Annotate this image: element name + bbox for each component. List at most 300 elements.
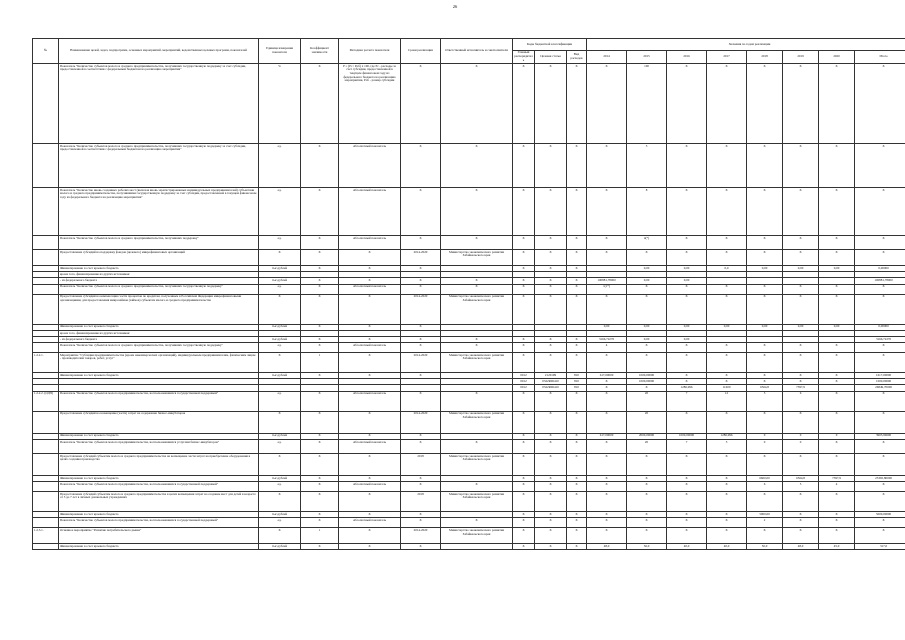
row-year-value: 36,0 <box>627 544 667 550</box>
row-year-value: X <box>783 63 819 143</box>
row-year-value: 20 <box>627 411 667 433</box>
row-resp: X <box>441 391 513 411</box>
row-year-value: 7397,9 <box>783 385 819 391</box>
row-year-value: 0,00 <box>783 324 819 330</box>
row-num <box>33 453 59 475</box>
row-code-admin: X <box>513 353 535 373</box>
row-total: X <box>855 343 905 353</box>
row-code-type: X <box>567 284 587 294</box>
row-code-type: X <box>567 411 587 433</box>
row-year-value: 5 <box>747 391 783 411</box>
header-unit: Единица измерения показателя <box>259 39 301 64</box>
row-name: - из федерального бюджета <box>59 336 259 342</box>
row-year-value: 4 <box>819 482 855 492</box>
table-header <box>33 39 905 64</box>
row-year-value: X <box>783 518 819 528</box>
row-resp: Министерство экономического развития Забайкальского края <box>441 353 513 373</box>
row-name: Предоставление субсидий на поддержку фондов (целевого) микрофинансовых организаций <box>59 249 259 265</box>
row-coef: X <box>301 278 339 284</box>
row-year-value: 100 <box>627 63 667 143</box>
row-year-value: 8 <box>627 187 667 235</box>
row-code-type: 810 <box>567 385 587 391</box>
row-code-type: X <box>567 475 587 481</box>
row-code-type: X <box>567 482 587 492</box>
row-exec: 2014-2020 <box>401 353 441 373</box>
row-method: Абсолютный показатель <box>339 187 401 235</box>
row-year-value: 7397,9 <box>819 475 855 481</box>
row-year-value: 0,00 <box>587 324 627 330</box>
row-num: 1.2.2.2. (ОДЧ) <box>33 391 59 411</box>
row-year-value: X <box>707 294 747 324</box>
table-row <box>33 439 905 453</box>
row-total: 0,00000 <box>855 324 905 330</box>
row-code-target: X <box>535 343 567 353</box>
row-year-value: X <box>587 294 627 324</box>
row-code-admin: X <box>513 249 535 265</box>
row-year-value: X <box>627 512 667 518</box>
row-resp: Министерство экономического развития Забайкальского края <box>441 528 513 544</box>
row-method: Абсолютный показатель <box>339 143 401 187</box>
row-year-value: 7 <box>667 439 707 453</box>
row-year-value: 0,00 <box>747 265 783 271</box>
row-code-admin: X <box>513 284 535 294</box>
row-year-value: X <box>747 379 783 385</box>
row-code-target: 0322R06410 <box>535 379 567 385</box>
row-year-value: X <box>819 284 855 294</box>
row-resp: X <box>441 63 513 143</box>
row-code-target: X <box>535 187 567 235</box>
row-year-value: 4 <box>587 343 627 353</box>
row-year-value: 5000,00 <box>747 512 783 518</box>
row-unit: X <box>259 294 301 324</box>
row-year-value: X <box>707 373 747 379</box>
row-code-target: X <box>535 439 567 453</box>
row-year-value: 2000,00000 <box>627 433 667 439</box>
row-name: Финансирование за счет краевого бюджета <box>59 433 259 439</box>
row-name: - из федерального бюджета <box>59 278 259 284</box>
row-code-type: X <box>567 453 587 475</box>
row-exec: X <box>401 187 441 235</box>
row-code-target: X <box>535 63 567 143</box>
row-resp: X <box>441 518 513 528</box>
row-year-value: X <box>707 453 747 475</box>
row-code-admin: 0012 <box>513 373 535 379</box>
row-year-value: X <box>783 235 819 249</box>
row-coef: 1 <box>301 353 339 373</box>
row-code-type: X <box>567 518 587 528</box>
row-year-value: 6600,00 <box>747 475 783 481</box>
row-year-value: X <box>667 143 707 187</box>
row-name: Мероприятие "Субсидии предпринимательства (кроме некоммерческих организаций), индивидуальным предпринимателям, физическим лицам - производителям товаров, работ, услуг" <box>59 353 259 373</box>
row-coef: X <box>301 235 339 249</box>
row-code-admin: X <box>513 518 535 528</box>
table-body <box>33 63 905 549</box>
row-name: Основное мероприятие "Развитие потребительского рынка" <box>59 528 259 544</box>
row-year-value: X <box>587 379 627 385</box>
row-name: Показатель "Количество субъектов малого предпринимательства, воспользовавшихся государственной поддержкой" <box>59 518 259 528</box>
row-resp: Министерство экономического развития Забайкальского края <box>441 294 513 324</box>
row-year-value: 0 <box>747 433 783 439</box>
row-exec: X <box>401 475 441 481</box>
row-year-value: X <box>627 294 667 324</box>
row-year-value: X <box>819 379 855 385</box>
row-exec: X <box>401 265 441 271</box>
row-code-type: X <box>567 294 587 324</box>
row-unit: тыс.рублей <box>259 336 301 342</box>
row-year-value: X <box>627 492 667 512</box>
row-exec: X <box>401 235 441 249</box>
row-year-value: 617,00000 <box>587 373 627 379</box>
row-coef: X <box>301 433 339 439</box>
header-total: Итого <box>855 50 905 63</box>
row-year-value: X <box>667 453 707 475</box>
row-year-value: 0,00 <box>707 324 747 330</box>
header-year: 2019 <box>783 50 819 63</box>
header-code-target: Целевая статья <box>535 50 567 63</box>
row-year-value: 0,00 <box>667 265 707 271</box>
row-name: Предоставление субсидий на возмещение (части) затрат на содержание бизнес-инкубаторов <box>59 411 259 433</box>
row-year-value: X <box>783 343 819 353</box>
row-unit: тыс.рублей <box>259 265 301 271</box>
row-code-admin: X <box>513 336 535 342</box>
row-exec: 2014-2020 <box>401 249 441 265</box>
row-total: 317,0 <box>855 544 905 550</box>
row-coef: X <box>301 249 339 265</box>
row-name: Финансирование за счет краевого бюджета <box>59 265 259 271</box>
row-year-value: X <box>783 373 819 379</box>
row-method: X <box>339 249 401 265</box>
row-num <box>33 294 59 324</box>
row-year-value: X <box>707 475 747 481</box>
row-year-value: X <box>707 482 747 492</box>
row-unit: % <box>259 63 301 143</box>
row-unit: тыс.рублей <box>259 512 301 518</box>
row-total: 26849,70000 <box>855 385 905 391</box>
row-year-value: X <box>667 235 707 249</box>
row-year-value: X <box>587 353 627 373</box>
row-year-value: X <box>587 482 627 492</box>
row-method: X <box>339 411 401 433</box>
table-row <box>33 249 905 265</box>
row-unit: ед. <box>259 482 301 492</box>
row-year-value: 0 <box>819 433 855 439</box>
row-num <box>33 439 59 453</box>
row-year-value: X <box>707 187 747 235</box>
table-row <box>33 284 905 294</box>
row-year-value: X <box>627 353 667 373</box>
row-exec: X <box>401 343 441 353</box>
row-year-value: 12 <box>707 391 747 411</box>
row-exec: X <box>401 284 441 294</box>
row-year-value: 0,00 <box>667 336 707 342</box>
row-code-target: X <box>535 265 567 271</box>
row-num <box>33 492 59 512</box>
row-resp: X <box>441 284 513 294</box>
row-year-value: X <box>747 63 783 143</box>
row-year-value: X <box>747 411 783 433</box>
row-year-value: 0 <box>747 439 783 453</box>
row-exec: 2018 <box>401 492 441 512</box>
table-row <box>33 235 905 249</box>
row-code-admin: X <box>513 63 535 143</box>
row-exec: 2018 <box>401 453 441 475</box>
row-code-target: 2120199 <box>535 373 567 379</box>
row-exec: X <box>401 336 441 342</box>
row-resp: Министерство экономического развития Забайкальского края <box>441 453 513 475</box>
header-method: Методика расчета показателя <box>339 39 401 64</box>
row-total: X <box>855 294 905 324</box>
row-code-admin: X <box>513 453 535 475</box>
row-year-value: X <box>747 143 783 187</box>
row-year-value: X <box>819 528 855 544</box>
row-unit: X <box>259 492 301 512</box>
row-code-admin: X <box>513 439 535 453</box>
row-method: Абсолютный показатель <box>339 439 401 453</box>
row-code-type: X <box>567 353 587 373</box>
row-year-value: 2 <box>747 518 783 528</box>
row-exec: X <box>401 373 441 379</box>
row-method: X <box>339 336 401 342</box>
row-total: 1617,00000 <box>855 373 905 379</box>
row-unit: X <box>259 353 301 373</box>
row-exec: X <box>401 482 441 492</box>
row-name: Финансирование за счет краевого бюджета <box>59 324 259 330</box>
row-resp: Министерство экономического развития Забайкальского края <box>441 492 513 512</box>
row-method: X <box>339 324 401 330</box>
row-year-value: X <box>627 385 667 391</box>
row-coef: X <box>301 284 339 294</box>
row-total: X <box>855 63 905 143</box>
row-method: X <box>339 353 401 373</box>
row-total: X <box>855 518 905 528</box>
row-year-value: X <box>667 249 707 265</box>
row-year-value: X <box>587 492 627 512</box>
row-method: Абсолютный показатель <box>339 284 401 294</box>
row-code-target: X <box>535 453 567 475</box>
row-year-value: X <box>819 294 855 324</box>
row-year-value: 48,0 <box>783 544 819 550</box>
row-resp: X <box>441 278 513 284</box>
row-code-target: X <box>535 235 567 249</box>
row-method: X <box>339 265 401 271</box>
table-row <box>33 544 905 550</box>
row-year-value: X <box>747 373 783 379</box>
row-year-value: 100881,78000 <box>587 278 627 284</box>
row-exec: X <box>401 518 441 528</box>
row-unit: тыс.рублей <box>259 544 301 550</box>
row-year-value: X <box>627 482 667 492</box>
row-year-value: X <box>783 528 819 544</box>
row-num <box>33 143 59 187</box>
row-year-value: X <box>587 391 627 411</box>
row-year-value: X <box>819 353 855 373</box>
row-year-value: 0,0 <box>707 265 747 271</box>
row-code-type: X <box>567 391 587 411</box>
row-year-value: X <box>819 63 855 143</box>
row-name: Финансирование за счет краевого бюджета <box>59 544 259 550</box>
row-coef: X <box>301 143 339 187</box>
row-total: X <box>855 187 905 235</box>
row-year-value: X <box>627 528 667 544</box>
row-code-admin: X <box>513 411 535 433</box>
row-coef: X <box>301 512 339 518</box>
row-code-target: X <box>535 433 567 439</box>
row-year-value: X <box>587 528 627 544</box>
row-year-value: X <box>667 411 707 433</box>
row-year-value: X <box>707 492 747 512</box>
row-unit: тыс.рублей <box>259 324 301 330</box>
row-year-value: 7 <box>667 391 707 411</box>
row-year-value: 6 <box>783 391 819 411</box>
row-unit: X <box>259 249 301 265</box>
header-resp: Ответственный исполнитель и соисполнители <box>441 39 513 64</box>
row-code-target: X <box>535 512 567 518</box>
row-year-value: X <box>707 63 747 143</box>
row-code-target: X <box>535 294 567 324</box>
row-resp: X <box>441 482 513 492</box>
row-year-value: 0 <box>783 433 819 439</box>
row-year-value: X <box>587 235 627 249</box>
row-year-value: X <box>667 343 707 353</box>
row-exec: X <box>401 544 441 550</box>
row-year-value: X <box>819 453 855 475</box>
row-year-value: X <box>667 353 707 373</box>
table-row <box>33 518 905 528</box>
row-year-value: X <box>819 343 855 353</box>
row-name: Предоставление субсидий субъектам малого и среднего предпринимательства в целях возмещения затрат на создание мест для детей в возрасте от 3 до 7 лет в личных дошкольных учреждениях <box>59 492 259 512</box>
row-year-value: 6564,8 <box>747 385 783 391</box>
table-row <box>33 343 905 353</box>
row-unit: тыс.рублей <box>259 373 301 379</box>
row-year-value: X <box>667 482 707 492</box>
row-code-admin: X <box>513 143 535 187</box>
row-code-target: X <box>535 528 567 544</box>
row-resp: X <box>441 439 513 453</box>
row-year-value: X <box>819 143 855 187</box>
row-year-value: X <box>747 492 783 512</box>
row-year-value: X <box>819 439 855 453</box>
row-year-value: X <box>783 187 819 235</box>
row-resp: Министерство экономического развития Забайкальского края <box>441 411 513 433</box>
row-method: X <box>339 278 401 284</box>
row-total: X <box>855 249 905 265</box>
row-year-value: X <box>667 63 707 143</box>
row-year-value: 4(*) <box>627 235 667 249</box>
row-resp: X <box>441 143 513 187</box>
table-row <box>33 187 905 235</box>
row-year-value: X <box>783 294 819 324</box>
row-unit: X <box>259 453 301 475</box>
row-year-value: X <box>747 284 783 294</box>
row-unit: ед. <box>259 343 301 353</box>
row-code-admin: X <box>513 391 535 411</box>
row-num <box>33 343 59 353</box>
row-year-value: X <box>783 512 819 518</box>
row-method: Абсолютный показатель <box>339 518 401 528</box>
row-coef: X <box>301 343 339 353</box>
row-code-admin: X <box>513 265 535 271</box>
row-year-value: X <box>747 187 783 235</box>
row-year-value: X <box>667 187 707 235</box>
row-year-value: X <box>627 475 667 481</box>
row-year-value: X <box>783 411 819 433</box>
row-year-value: 20 <box>627 439 667 453</box>
row-exec: X <box>401 439 441 453</box>
row-year-value: X <box>747 528 783 544</box>
row-year-value: X <box>707 411 747 433</box>
table-row <box>33 353 905 373</box>
row-year-value: X <box>627 284 667 294</box>
row-code-type: X <box>567 278 587 284</box>
row-year-value: 45,0 <box>819 544 855 550</box>
row-year-value: 40,0 <box>707 544 747 550</box>
header-year: 2020 <box>819 50 855 63</box>
row-year-value: 0,00 <box>747 324 783 330</box>
row-year-value: X <box>587 475 627 481</box>
row-year-value: X <box>667 512 707 518</box>
row-coef: X <box>301 475 339 481</box>
row-unit: X <box>259 528 301 544</box>
row-unit: ед. <box>259 143 301 187</box>
row-name: Показатель "Количество субъектов малого и среднего предпринимательства, получивших государственную поддержку за счет субсидии, предоставленной в соответствии с федеральным бюджетом на реализацию мероприятия" <box>59 63 259 143</box>
row-method: X <box>339 492 401 512</box>
header-code-type: Вид расходов <box>567 50 587 63</box>
row-code-type: X <box>567 492 587 512</box>
row-resp: Министерство экономического развития Забайкальского края <box>441 249 513 265</box>
row-method: X <box>339 475 401 481</box>
row-code-target: X <box>535 492 567 512</box>
row-resp: X <box>441 336 513 342</box>
row-unit: ед. <box>259 187 301 235</box>
row-name: Предоставление субсидий на компенсацию части процентов по кредитам, полученным в Российской Федерации микрофинансовыми организациями, для предоставления микрозаймов (займов) субъектам малого и среднего предпринимательства <box>59 294 259 324</box>
row-coef: X <box>301 391 339 411</box>
row-year-value: 1000,00000 <box>627 379 667 385</box>
table-row <box>33 294 905 324</box>
row-exec: X <box>401 433 441 439</box>
row-unit: ед. <box>259 518 301 528</box>
row-year-value: 5 <box>707 439 747 453</box>
table-row <box>33 143 905 187</box>
row-method: Абсолютный показатель <box>339 235 401 249</box>
row-year-value: X <box>667 492 707 512</box>
row-resp <box>441 544 513 550</box>
row-year-value: 0,00 <box>627 336 667 342</box>
row-year-value: X <box>783 353 819 373</box>
row-total: X <box>855 235 905 249</box>
row-year-value: X <box>707 343 747 353</box>
row-exec: X <box>401 278 441 284</box>
row-code-target: X <box>535 518 567 528</box>
row-unit: тыс.рублей <box>259 278 301 284</box>
row-year-value: X <box>627 518 667 528</box>
row-year-value: X <box>587 249 627 265</box>
row-num <box>33 187 59 235</box>
row-year-value: X <box>747 249 783 265</box>
row-code-target: X <box>535 249 567 265</box>
row-coef: X <box>301 518 339 528</box>
row-year-value: X <box>587 439 627 453</box>
row-total: X <box>855 391 905 411</box>
row-code-type: X <box>567 528 587 544</box>
row-total: X <box>855 353 905 373</box>
row-exec: 2014-2020 <box>401 411 441 433</box>
header-year: 2015 <box>627 50 667 63</box>
row-method: Абсолютный показатель <box>339 391 401 411</box>
row-total: X <box>855 143 905 187</box>
row-year-value: 0,00 <box>819 324 855 330</box>
row-code-admin: 0012 <box>513 379 535 385</box>
row-code-type: X <box>567 249 587 265</box>
